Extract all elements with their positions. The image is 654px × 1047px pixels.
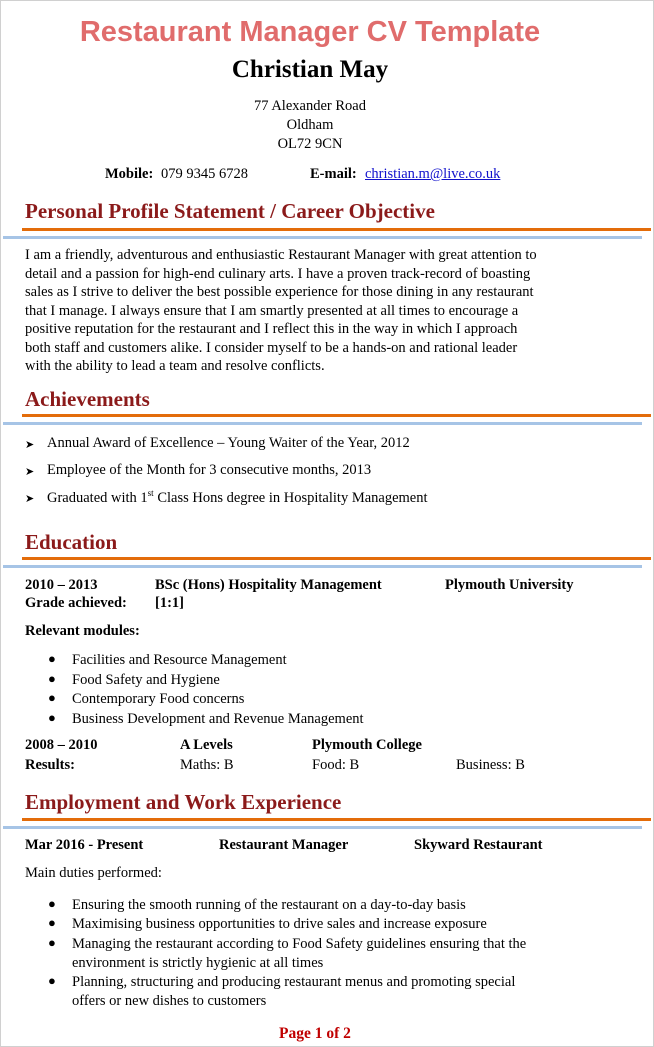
profile-line: positive reputation for the restaurant and I reflect this in the way in which I approach <box>25 321 518 337</box>
arrow-bullet-icon: ➤ <box>25 466 35 478</box>
address-line-2: Oldham <box>286 117 334 133</box>
achievement-text: Graduated with 1 <box>47 489 148 506</box>
section-rule-orange <box>22 818 651 821</box>
profile-line: detail and a passion for high-end culinary arts. I have a proven track-record of boasting <box>25 265 531 282</box>
degree-course: BSc (Hons) Hospitality Management <box>155 577 382 593</box>
bullet-icon: ● <box>48 896 56 911</box>
section-heading-employment: Employment and Work Experience <box>25 790 342 814</box>
email-link[interactable]: christian.m@live.co.uk <box>365 166 501 182</box>
duty-line: Ensuring the smooth running of the restaurant on a day-to-day basis <box>72 897 466 913</box>
ordinal-suffix: st <box>147 488 154 498</box>
section-rule-orange <box>22 414 651 417</box>
duty-item <box>72 896 466 915</box>
module-item: Business Development and Revenue Management <box>72 711 364 727</box>
module-item: Food Safety and Hygiene <box>72 672 220 688</box>
duties-label: Main duties performed: <box>25 865 162 881</box>
section-rule-blue <box>3 565 642 568</box>
duty-line: Managing the restaurant according to Food Safety guidelines ensuring that the <box>72 936 527 952</box>
section-rule-blue <box>3 236 642 239</box>
degree-dates: 2010 – 2013 <box>25 577 98 593</box>
duty-item <box>72 973 515 1011</box>
result-item: Business: B <box>456 757 525 773</box>
results-label: Results: <box>25 757 75 773</box>
address-line-1: 77 Alexander Road <box>254 98 366 114</box>
job-role: Restaurant Manager <box>219 837 349 853</box>
duty-line: offers or new dishes to customers <box>72 993 267 1009</box>
alevel-institution: Plymouth College <box>312 737 422 753</box>
email-label: E-mail: <box>310 166 357 182</box>
section-rule-orange <box>22 228 651 231</box>
page-number: Page 1 of 2 <box>279 1025 351 1042</box>
section-rule-blue <box>3 826 642 829</box>
modules-label: Relevant modules: <box>25 623 140 639</box>
section-rule-orange <box>22 557 651 560</box>
arrow-bullet-icon: ➤ <box>25 439 35 451</box>
mobile-label: Mobile: <box>105 166 154 182</box>
profile-line: that I manage. I always ensure that I am smartly presented at all times to encourage a <box>25 302 519 319</box>
section-heading-profile: Personal Profile Statement / Career Objective <box>25 199 435 223</box>
bullet-icon: ● <box>48 973 56 988</box>
bullet-icon: ● <box>48 651 56 666</box>
profile-statement <box>25 246 605 376</box>
degree-institution: Plymouth University <box>445 577 574 593</box>
grade-label: Grade achieved: <box>25 595 127 611</box>
document-title: Restaurant Manager CV Template <box>79 16 541 48</box>
alevel-course: A Levels <box>180 737 233 753</box>
profile-line: with the ability to lead a team and resolve conflicts. <box>25 358 325 374</box>
job-dates: Mar 2016 - Present <box>25 837 144 853</box>
bullet-icon: ● <box>48 915 56 930</box>
bullet-icon: ● <box>48 710 56 725</box>
result-item: Maths: B <box>180 757 234 773</box>
address-line-3: OL72 9CN <box>277 136 343 152</box>
bullet-icon: ● <box>48 671 56 686</box>
job-employer: Skyward Restaurant <box>414 837 543 853</box>
alevel-dates: 2008 – 2010 <box>25 737 98 753</box>
candidate-name: Christian May <box>231 56 389 83</box>
profile-line: both staff and customers alike. I consider myself to be a hands-on and rational leader <box>25 339 518 356</box>
result-item: Food: B <box>312 757 360 773</box>
achievement-item: Employee of the Month for 3 consecutive months, 2013 <box>47 462 372 478</box>
mobile-number: 079 9345 6728 <box>161 166 248 182</box>
achievement-item: Annual Award of Excellence – Young Waiter of the Year, 2012 <box>47 435 410 451</box>
module-item: Facilities and Resource Management <box>72 652 287 668</box>
bullet-icon: ● <box>48 690 56 705</box>
profile-line: I am a friendly, adventurous and enthusiastic Restaurant Manager with great attention to <box>25 247 537 263</box>
duty-line: Maximising business opportunities to drive sales and increase exposure <box>72 916 487 932</box>
duty-line: Planning, structuring and producing restaurant menus and promoting special <box>72 974 516 990</box>
achievement-item <box>47 488 428 507</box>
duty-item <box>72 935 526 973</box>
duty-item <box>72 915 487 934</box>
grade-value: [1:1] <box>155 595 184 611</box>
section-heading-achievements: Achievements <box>25 387 150 411</box>
bullet-icon: ● <box>48 935 56 950</box>
section-rule-blue <box>3 422 642 425</box>
section-heading-education: Education <box>25 530 118 554</box>
achievement-text: Class Hons degree in Hospitality Management <box>153 489 428 506</box>
duty-line: environment is strictly hygienic at all times <box>72 955 324 971</box>
module-item: Contemporary Food concerns <box>72 691 245 707</box>
arrow-bullet-icon: ➤ <box>25 493 35 505</box>
profile-line: sales as I strive to deliver the best possible experience for those dining in any restaurant <box>25 284 534 300</box>
